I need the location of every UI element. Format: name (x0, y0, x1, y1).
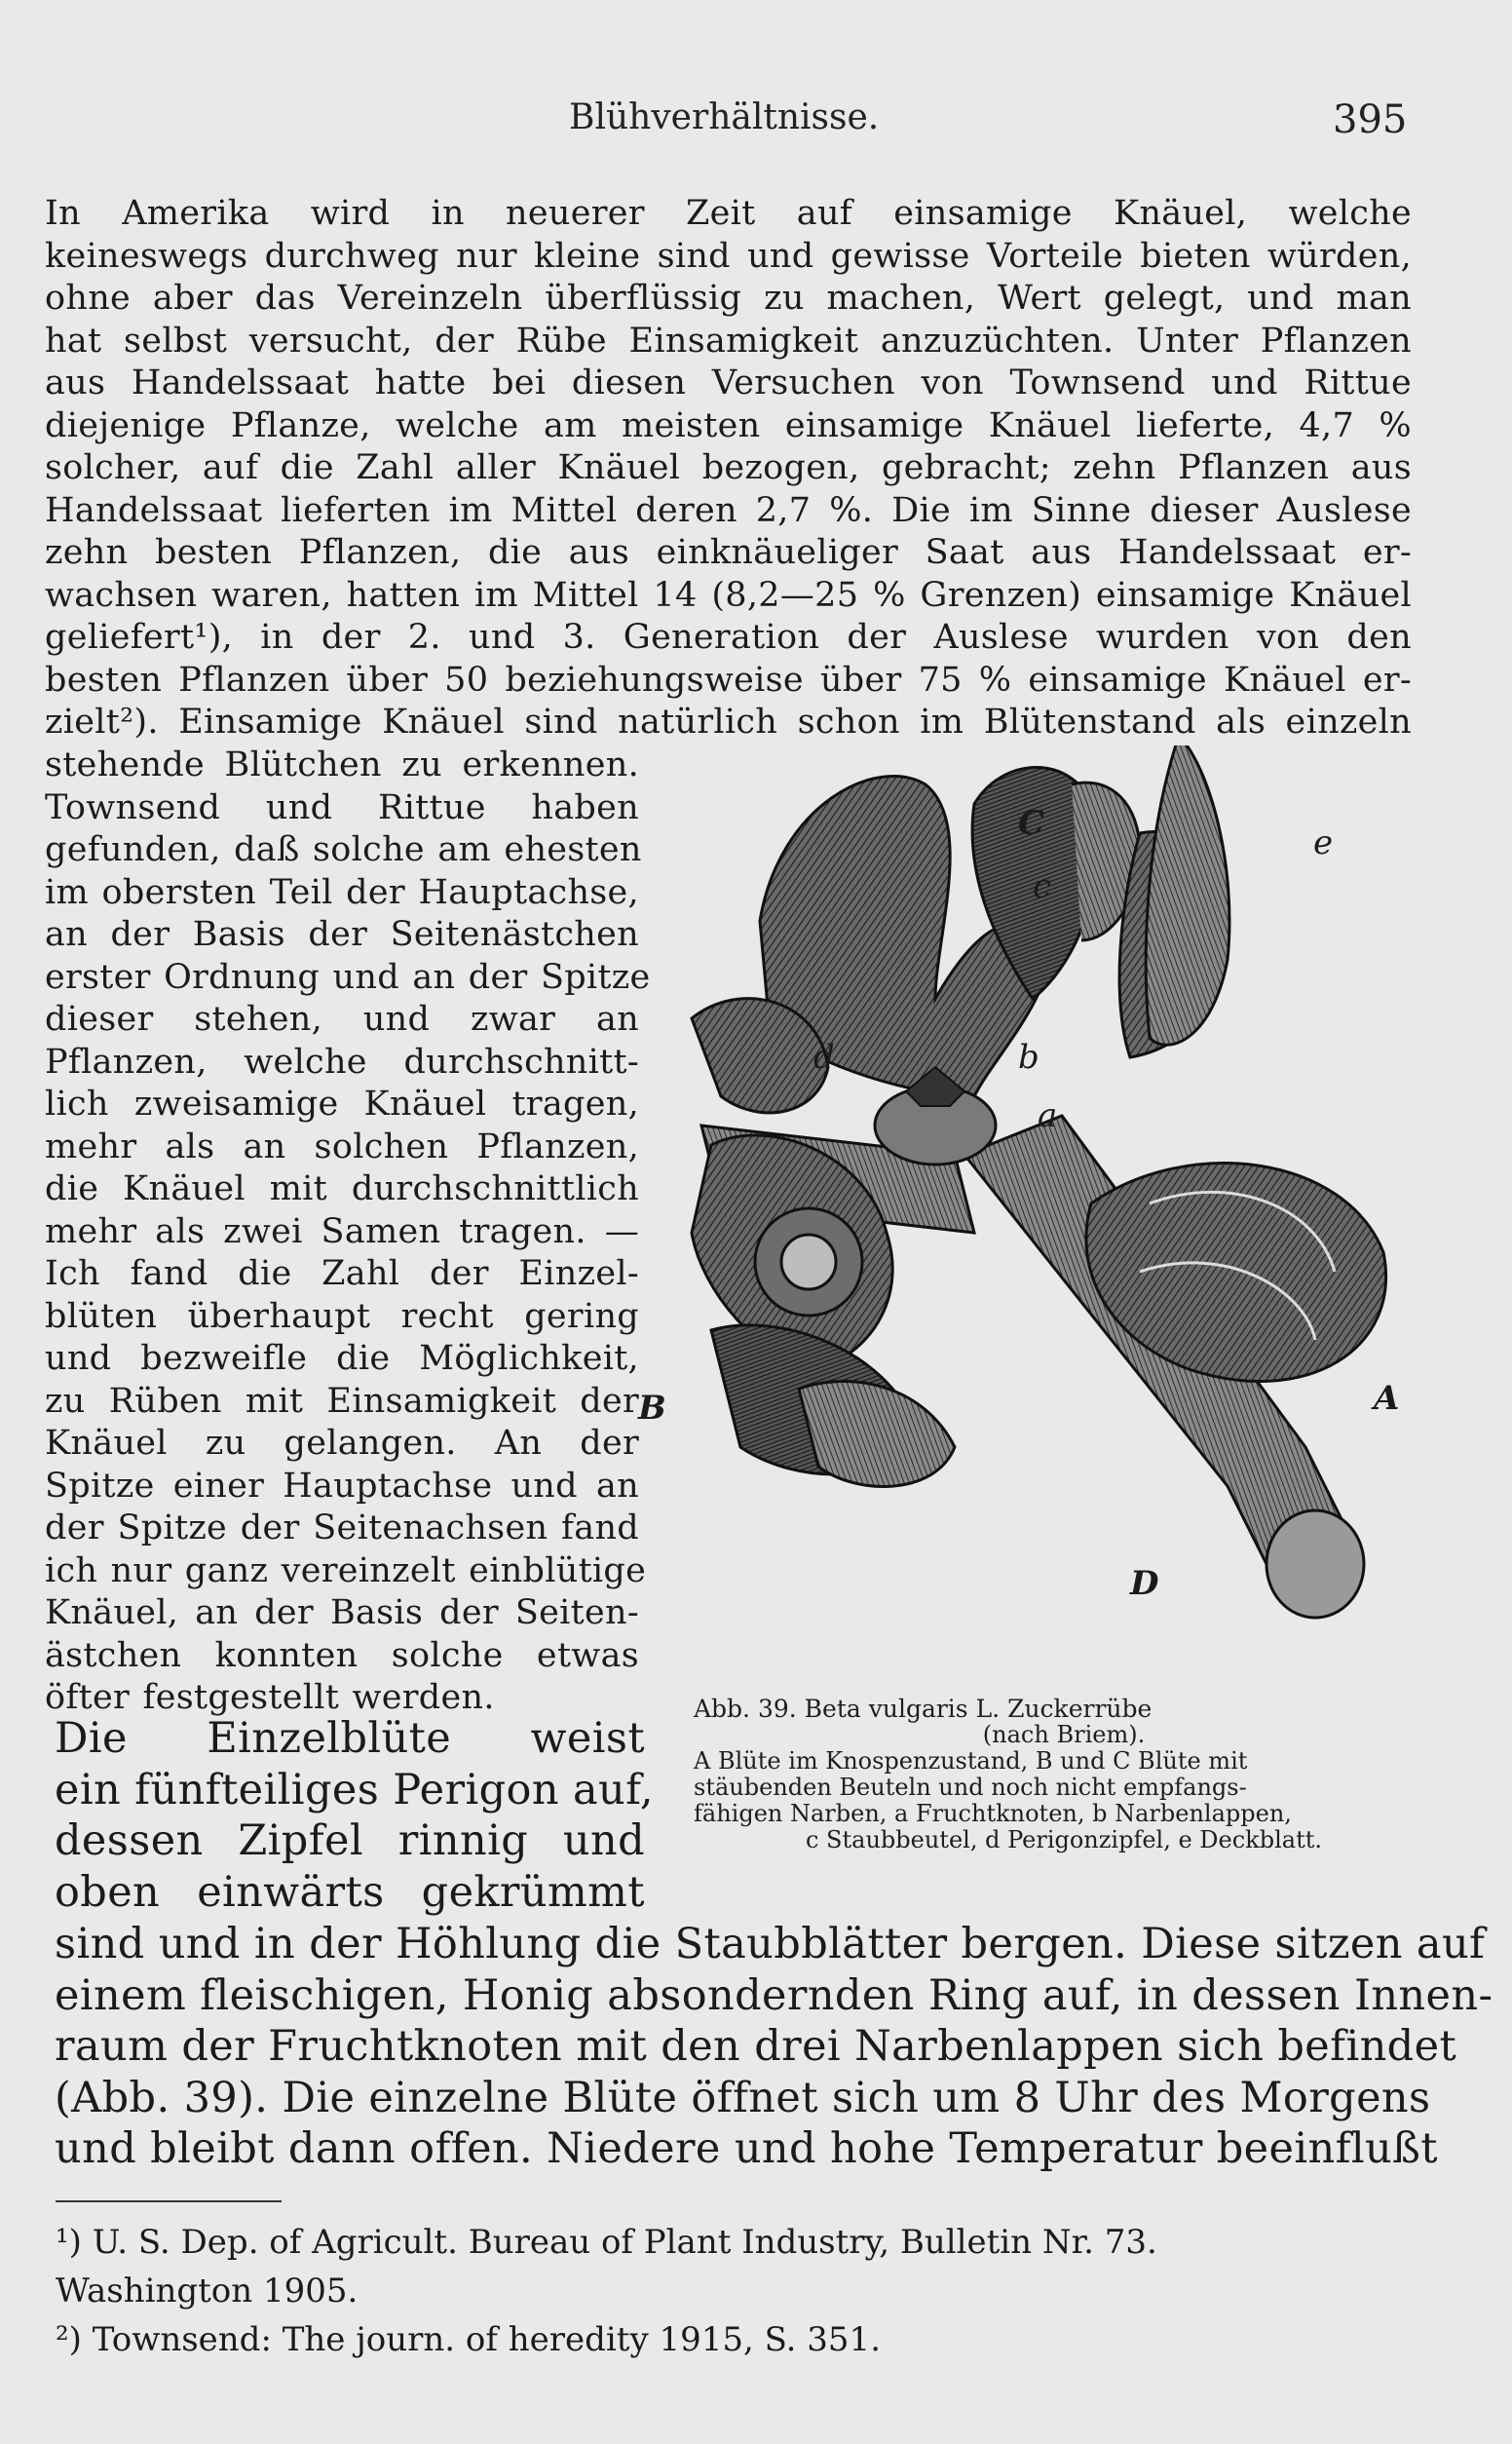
caption-legend-line-1: A Blüte im Knospenzustand, B und C Blüte mit (694, 1747, 1248, 1775)
footnote-1-line-1: ¹) U. S. Dep. of Agricult. Bureau of Plant Industry, Bulletin Nr. 73. (56, 2223, 1157, 2262)
paragraph-1-narrow-line: ich nur ganz vereinzelt einblütige (45, 1550, 647, 1590)
paragraph-1-narrow-line: lich zweisamige Knäuel tragen, (45, 1085, 639, 1124)
footnotes (56, 2218, 1439, 2364)
paragraph-1-narrow-line: ästchen konnten solche etwas (45, 1635, 639, 1675)
flower-engraving-illustration (682, 745, 1432, 1681)
paragraph-1-line: keineswegs durchweg nur kleine sind und gewisse Vorteile bieten würden, (45, 236, 1412, 276)
figure-label-a: a (1038, 1096, 1058, 1135)
paragraph-1-narrow-line: mehr als zwei Samen tragen. — (45, 1211, 639, 1251)
footnote-2: ²) Townsend: The journ. of heredity 1915, S. 351. (56, 2320, 881, 2359)
paragraph-1-narrow-line: erster Ordnung und an der Spitze (45, 957, 651, 997)
paragraph-2-line: raum der Fruchtknoten mit den drei Narbenlappen sich befindet (55, 2022, 1457, 2071)
paragraph-1-narrow-line: Spitze einer Hauptachse und an (45, 1466, 639, 1506)
paragraph-1-line: In Amerika wird in neuerer Zeit auf einsamige Knäuel, welche (45, 194, 1412, 233)
figure-label-b: b (1018, 1038, 1040, 1077)
paragraph-2-line: und bleibt dann offen. Niedere und hohe Temperatur beeinflußt (55, 2124, 1438, 2173)
figure-abb-39 (638, 745, 1432, 1681)
paragraph-1-narrow-line: im obersten Teil der Hauptachse, (45, 872, 639, 912)
paragraph-2-narrow-line: oben einwärts gekrümmt (55, 1867, 645, 1917)
paragraph-1-line: hat selbst versucht, der Rübe Einsamigkeit anzuzüchten. Unter Pflanzen (45, 321, 1412, 361)
paragraph-2-narrow-line: Die Einzelblüte weist (55, 1714, 645, 1763)
paragraph-1-full-width (45, 193, 1412, 745)
paragraph-1-line: aus Handelssaat hatte bei diesen Versuchen von Townsend und Rittue (45, 363, 1412, 402)
running-head (0, 97, 1512, 146)
paragraph-1-line: besten Pflanzen über 50 beziehungsweise über 75 % einsamige Knäuel er- (45, 660, 1412, 700)
paragraph-1-narrow-line: stehende Blütchen zu erkennen. (45, 745, 639, 784)
figure-label-d: d (813, 1038, 835, 1077)
paragraph-1-narrow-line: zu Rüben mit Einsamigkeit der (45, 1381, 639, 1421)
paragraph-1-line: ohne aber das Vereinzeln überflüssig zu machen, Wert gelegt, und man (45, 279, 1412, 318)
paragraph-1-narrow-column (45, 745, 651, 1720)
figure-label-e: e (1313, 823, 1334, 862)
paragraph-1-narrow-line: mehr als an solchen Pflanzen, (45, 1127, 639, 1166)
paragraph-1-line: Handelssaat lieferten im Mittel deren 2,7 %. Die im Sinne dieser Auslese (45, 490, 1412, 530)
paragraph-1-line: solcher, auf die Zahl aller Knäuel bezogen, gebracht; zehn Pflanzen aus (45, 448, 1412, 487)
paragraph-1-narrow-line: die Knäuel mit durchschnittlich (45, 1169, 639, 1208)
paragraph-1-narrow-line: öfter festgestellt werden. (45, 1678, 495, 1717)
figure-label-D: D (1130, 1564, 1159, 1603)
caption-legend-line-3: fähigen Narben, a Fruchtknoten, b Narbenlappen, (694, 1800, 1292, 1827)
paragraph-2-full-width (55, 1919, 1493, 2175)
paragraph-2-line: sind und in der Höhlung die Staubblätter bergen. Diese sitzen auf (55, 1920, 1486, 1968)
paragraph-1-narrow-line: Pflanzen, welche durchschnitt- (45, 1042, 639, 1082)
paragraph-2-narrow-line: dessen Zipfel rinnig und (55, 1816, 645, 1865)
running-title: Blühverhältnisse. (569, 97, 880, 137)
paragraph-1-narrow-line: und bezweifle die Möglichkeit, (45, 1339, 639, 1378)
paragraph-2-narrow-column (55, 1713, 654, 1918)
paragraph-2-narrow-line: ein fünfteiliges Perigon auf, (55, 1765, 654, 1814)
figure-label-A: A (1374, 1379, 1400, 1418)
page-number: 395 (1333, 97, 1408, 142)
footnote-rule (56, 2200, 282, 2202)
caption-source-line: (nach Briem). (982, 1721, 1146, 1748)
paragraph-1-line: geliefert¹), in der 2. und 3. Generation der Auslese wurden von den (45, 618, 1412, 657)
paragraph-1-narrow-line: blüten überhaupt recht gering (45, 1296, 639, 1336)
caption-legend-line-2: stäubenden Beuteln und noch nicht empfangs- (694, 1774, 1247, 1801)
bract-e (1146, 745, 1229, 1045)
paragraph-1-line: zielt²). Einsamige Knäuel sind natürlich schon im Blütenstand als einzeln (45, 703, 1412, 742)
caption-title-line: Abb. 39. Beta vulgaris L. Zuckerrübe (694, 1695, 1153, 1723)
figure-label-C: C (1018, 804, 1045, 843)
paragraph-1-line: zehn besten Pflanzen, die aus einknäueliger Saat aus Handelssaat er- (45, 533, 1412, 572)
paragraph-2-line: (Abb. 39). Die einzelne Blüte öffnet sich um 8 Uhr des Morgens (55, 2073, 1431, 2122)
figure-label-B: B (638, 1389, 666, 1428)
footnote-1-line-2: Washington 1905. (56, 2272, 359, 2310)
figure-label-c: c (1033, 867, 1052, 906)
stalk-cross-section (1266, 1510, 1364, 1618)
paragraph-1-narrow-line: Ich fand die Zahl der Einzel- (45, 1254, 639, 1293)
paragraph-1-narrow-line: dieser stehen, und zwar an (45, 1000, 639, 1039)
paragraph-1-line: wachsen waren, hatten im Mittel 14 (8,2—25 % Grenzen) einsamige Knäuel (45, 575, 1412, 615)
paragraph-2-line: einem fleischigen, Honig absondernden Ring auf, in dessen Innen- (55, 1970, 1493, 2020)
paragraph-1-narrow-line: Knäuel zu gelangen. An der (45, 1424, 639, 1463)
paragraph-1-line: diejenige Pflanze, welche am meisten einsamige Knäuel lieferte, 4,7 % (45, 405, 1412, 445)
figure-caption (694, 1696, 1434, 1853)
paragraph-1-narrow-line: Townsend und Rittue haben (45, 787, 639, 827)
paragraph-1-narrow-line: Knäuel, an der Basis der Seiten- (45, 1593, 639, 1632)
paragraph-1-narrow-line: gefunden, daß solche am ehesten (45, 830, 642, 869)
paragraph-1-narrow-line: der Spitze der Seitenachsen fand (45, 1508, 639, 1547)
caption-legend-line-4: c Staubbeutel, d Perigonzipfel, e Deckblatt. (805, 1826, 1322, 1853)
paragraph-1-narrow-line: an der Basis der Seitenästchen (45, 915, 639, 954)
